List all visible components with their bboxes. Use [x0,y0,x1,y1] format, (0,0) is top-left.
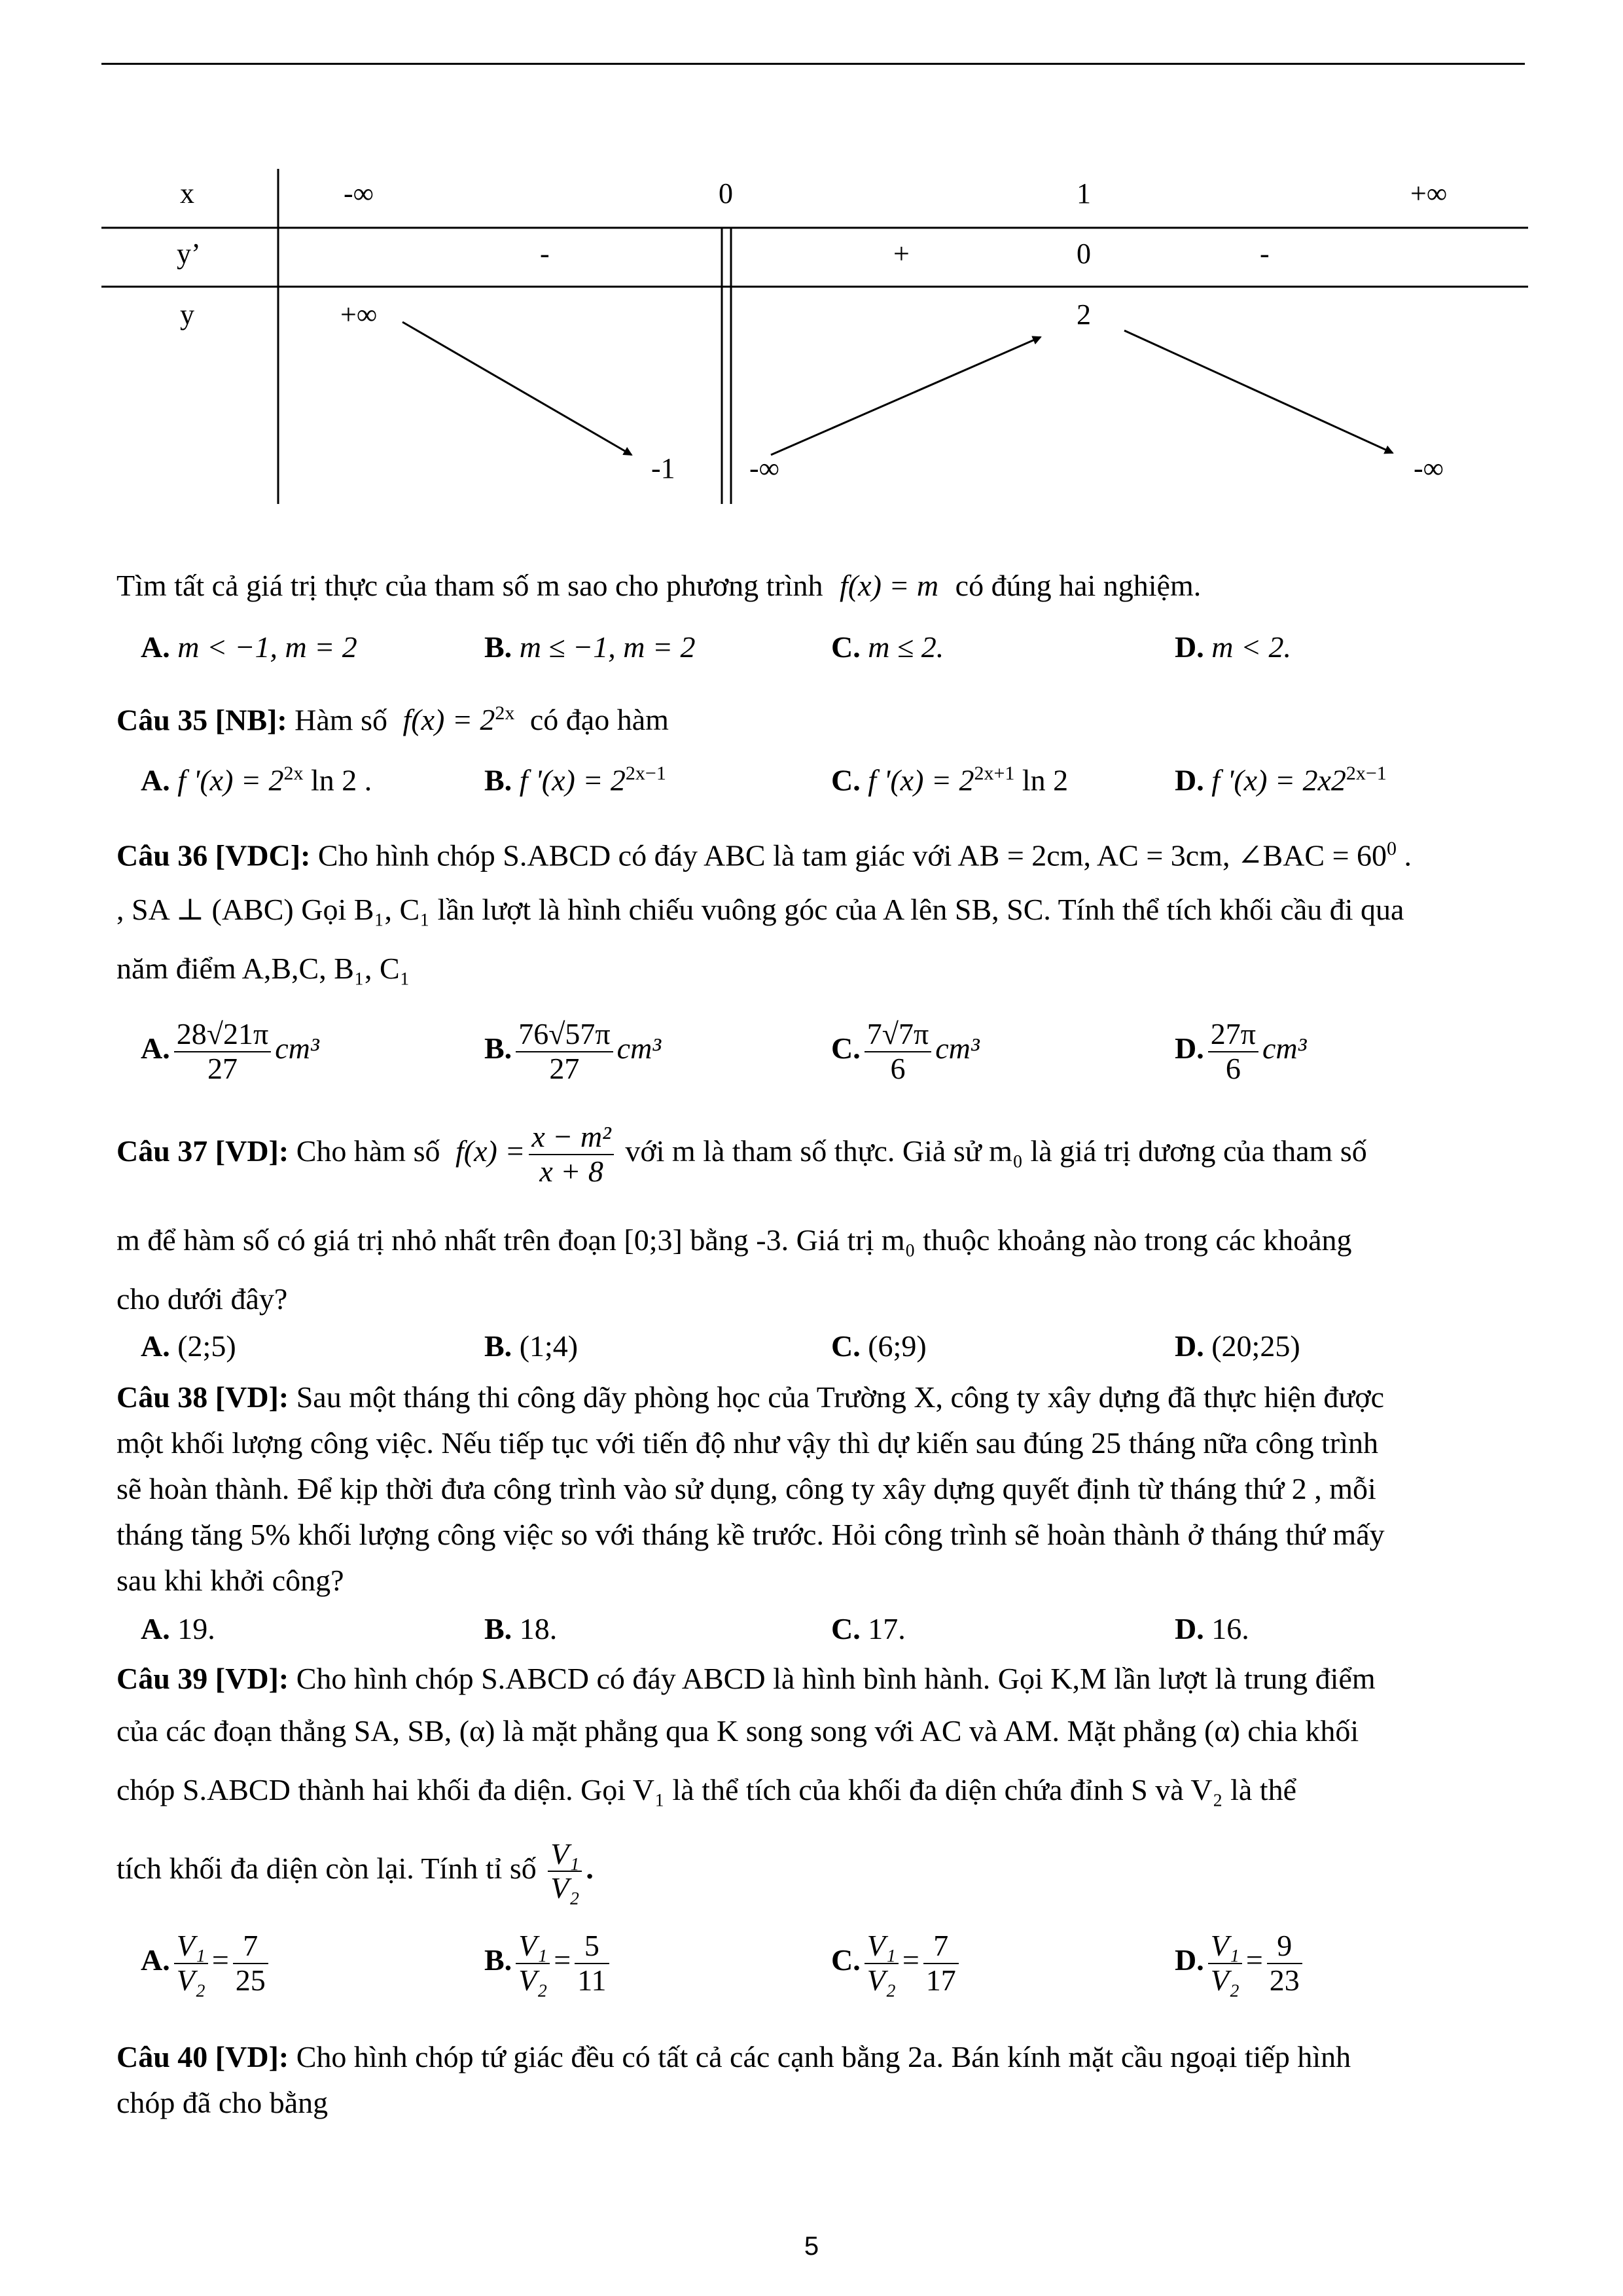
q34-option-a[interactable]: A. m < −1, m = 2 [141,630,357,664]
row-x-label: x [180,177,194,209]
q38-option-b[interactable]: B. 18. [484,1612,558,1645]
q38-line-2: một khối lượng công việc. Nếu tiếp tục với tiến độ như vậy thì dự kiến sau đúng 25 tháng nữa công trình [116,1426,1379,1460]
page-number: 5 [804,2232,819,2261]
q35-option-a[interactable]: A. f '$(x) = 2^{2x}$ ln 2 . [141,762,372,797]
y-max-two: 2 [1077,298,1091,331]
q34-text-end: có đúng hai nghiệm. [955,569,1202,602]
q39-option-d[interactable]: D. $\frac{\text{V₁}}{\text{V₂}}$ = $\frac{9}{23}$ [1175,1929,1306,1997]
q36-heading: Câu 36 [VDC]: [116,838,311,872]
q35-option-d[interactable]: D. f '$(x) = 2x2^{2x-1}$ [1175,762,1387,797]
table-lines [0,0,1623,524]
q37-heading: Câu 37 [VD]: [116,1134,289,1168]
y-neg-inf-1: -∞ [749,452,780,484]
q39-line-3: chóp S.ABCD thành hai khối đa diện. Gọi V₁ là thể tích của khối đa diện chứa đỉnh S và V₂ là thể [116,1773,1296,1806]
q38-line-3: sẽ hoàn thành. Để kịp thời đưa công trình vào sử dụng, công ty xây dựng quyết định từ tháng thứ 2 , mỗi [116,1472,1376,1505]
arrow-increasing [771,337,1041,455]
q36-option-a[interactable]: A. $\frac{28√21\pi}{27}$ cm³ [141,1017,319,1085]
q36-option-d[interactable]: D. $\frac{27\pi}{6}$ cm³ [1175,1017,1307,1085]
q39-line-1: Câu 39 [VD]: Cho hình chóp S.ABCD có đáy ABCD là hình bình hành. Gọi K,M lần lượt là trung điểm [116,1662,1376,1695]
row-yprime-label: y’ [177,238,201,270]
q40-line-1: Câu 40 [VD]: Cho hình chóp tứ giác đều có tất cả các cạnh bằng 2a. Bán kính mặt cầu ngoại tiếp hình [116,2040,1351,2073]
q40-line-2: chóp đã cho bằng [116,2086,329,2119]
q38-option-d[interactable]: D. 16. [1175,1612,1249,1645]
q35-stem: Câu 35 [NB]: Hàm số $f(x) = 2^{2x}$ có đạo hàm [116,702,669,737]
q34-option-b[interactable]: B. m ≤ −1, m = 2 [484,630,696,664]
q37-option-a[interactable]: A. (2;5) [141,1329,236,1363]
q38-heading: Câu 38 [VD]: [116,1380,289,1414]
q36-line-1: Câu 36 [VDC]: Cho hình chóp S.ABCD có đáy ABC là tam giác với AB = 2cm, AC = 3cm, ∠BAC = $60^0$ . [116,838,1412,872]
q36-line-3: năm điểm A,B,C, B₁, C₁ [116,952,410,985]
yprime-sign-1: - [540,238,550,270]
q39-heading: Câu 39 [VD]: [116,1662,289,1695]
yprime-zero: 0 [1077,238,1091,270]
y-neg-inf-2: -∞ [1414,452,1444,484]
q34-equation: f(x) = m [840,569,939,602]
y-minus-one: -1 [651,452,675,484]
q34-option-c[interactable]: C. m ≤ 2. [831,630,944,664]
q38-line-5: sau khi khởi công? [116,1564,344,1597]
q36-option-b[interactable]: B. $\frac{76√57\pi}{27}$ cm³ [484,1017,662,1085]
arrow-decreasing-1 [402,322,632,455]
x-neg-inf: -∞ [344,177,374,209]
y-pos-inf: +∞ [340,298,378,331]
yprime-sign-3: - [1260,238,1270,270]
q38-line-1: Câu 38 [VD]: Sau một tháng thi công dãy phòng học của Trường X, công ty xây dựng đã thực hiện được [116,1380,1385,1414]
q37-option-b[interactable]: B. (1;4) [484,1329,579,1363]
q37-option-c[interactable]: C. (6;9) [831,1329,927,1363]
q40-heading: Câu 40 [VD]: [116,2040,289,2073]
yprime-sign-2: + [893,238,910,270]
x-one: 1 [1077,177,1091,209]
q34-stem [116,563,1201,609]
q34-option-d[interactable]: D. m < 2. [1175,630,1291,664]
q39-line-2: của các đoạn thẳng SA, SB, (α) là mặt phẳng qua K song song với AC và AM. Mặt phẳng (α) chia khối [116,1714,1359,1748]
q37-line-2: m để hàm số có giá trị nhỏ nhất trên đoạn [0;3] bằng -3. Giá trị m₀ thuộc khoảng nào trong các khoảng [116,1223,1352,1257]
q37-line-3: cho dưới đây? [116,1282,288,1316]
row-y-label: y [180,298,194,331]
arrow-decreasing-2 [1124,331,1393,453]
q36-line-2: , SA ⊥ (ABC) Gọi B₁, C₁ lần lượt là hình chiếu vuông góc của A lên SB, SC. Tính thể tích khối cầu đi qua [116,893,1404,926]
q39-line-4: tích khối đa diện còn lại. Tính tỉ số $\frac{\text{V₁}}{\text{V₂}}$ . [116,1837,594,1905]
q35-heading: Câu 35 [NB]: [116,703,287,737]
q34-text: Tìm tất cả giá trị thực của tham số m sao cho phương trình [116,569,823,602]
q35-option-b[interactable]: B. f '$(x) = 2^{2x-1}$ [484,762,666,797]
x-zero: 0 [719,177,733,209]
q39-option-a[interactable]: A. $\frac{\text{V₁}}{\text{V₂}}$ = $\frac{7}{25}$ [141,1929,272,1997]
q39-option-c[interactable]: C. $\frac{\text{V₁}}{\text{V₂}}$ = $\frac{7}{17}$ [831,1929,963,1997]
q38-option-a[interactable]: A. 19. [141,1612,215,1645]
q39-option-b[interactable]: B. $\frac{\text{V₁}}{\text{V₂}}$ = $\frac{5}{11}$ [484,1929,613,1997]
x-pos-inf: +∞ [1410,177,1448,209]
q38-line-4: tháng tăng 5% khối lượng công việc so với tháng kề trước. Hỏi công trình sẽ hoàn thành ở tháng thứ mấy [116,1518,1385,1551]
q37-fraction: $\frac{\text{x − m²}}{x + 8}$ [529,1121,613,1188]
q37-option-d[interactable]: D. (20;25) [1175,1329,1300,1363]
q35-option-c[interactable]: C. f '$(x) = 2^{2x+1}$ ln 2 [831,762,1069,797]
q38-option-c[interactable]: C. 17. [831,1612,906,1645]
q37-line-1: Câu 37 [VD]: Cho hàm số f(x) = $\frac{\text{x − m²}}{x + 8}$ với m là tham số thực. Giả sử m₀ là giá trị dương của tham số [116,1120,1367,1188]
q36-option-c[interactable]: C. $\frac{7√7\pi}{6}$ cm³ [831,1017,980,1085]
q39-ratio: $\frac{\text{V₁}}{\text{V₂}}$ [548,1838,582,1905]
